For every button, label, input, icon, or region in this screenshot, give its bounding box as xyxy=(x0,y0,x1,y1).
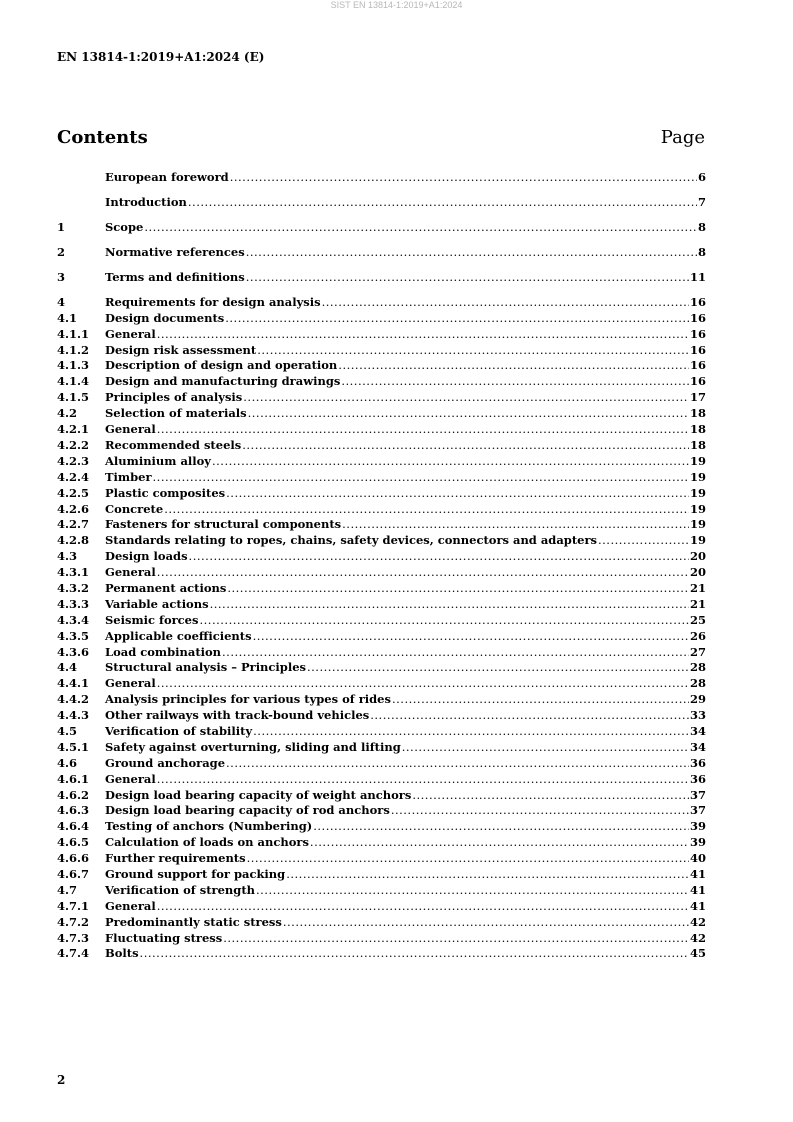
toc-entry-number: 4.7.3 xyxy=(57,930,90,945)
toc-entry-page: 16 xyxy=(689,358,706,373)
toc-entry[interactable] xyxy=(57,772,706,788)
toc-entry-title: Normative references xyxy=(105,244,245,259)
toc-entry-number: 4.2 xyxy=(57,406,78,421)
toc-dot-leader xyxy=(342,517,689,533)
toc-entry-page: 16 xyxy=(689,294,706,309)
toc-entry-number: 4.6 xyxy=(57,755,78,770)
toc-dot-leader xyxy=(226,756,689,772)
toc-dot-leader xyxy=(307,660,689,676)
toc-entry-number: 4.5.1 xyxy=(57,739,90,754)
toc-entry[interactable] xyxy=(57,565,706,581)
contents-title: Contents xyxy=(57,127,148,148)
toc-entry-page: 42 xyxy=(689,930,706,945)
toc-dot-leader xyxy=(242,438,689,454)
toc-dot-leader xyxy=(157,772,689,788)
toc-entry-title: Introduction xyxy=(105,194,187,209)
toc-entry[interactable] xyxy=(57,438,706,454)
toc-entry-title: Bolts xyxy=(105,946,139,961)
toc-entry-page: 37 xyxy=(689,803,706,818)
toc-entry-page: 39 xyxy=(689,835,706,850)
toc-entry[interactable] xyxy=(57,724,706,740)
toc-dot-leader xyxy=(248,406,689,422)
toc-entry-number: 4.6.3 xyxy=(57,803,90,818)
toc-entry[interactable] xyxy=(57,549,706,565)
toc-entry-page: 20 xyxy=(689,549,706,564)
toc-entry-page: 8 xyxy=(697,244,706,259)
toc-dot-leader xyxy=(225,311,689,327)
toc-entry-page: 16 xyxy=(689,310,706,325)
toc-entry-number: 4.2.5 xyxy=(57,485,90,500)
toc-entry-number: 4.2.6 xyxy=(57,501,90,516)
toc-dot-leader xyxy=(157,327,689,343)
toc-entry-title: Verification of strength xyxy=(105,882,255,897)
toc-entry-number: 4.1.1 xyxy=(57,326,90,341)
toc-entry-number: 4.5 xyxy=(57,723,78,738)
toc-entry-page: 42 xyxy=(689,914,706,929)
toc-dot-leader xyxy=(338,358,689,374)
toc-entry[interactable] xyxy=(57,327,706,343)
toc-dot-leader xyxy=(391,803,689,819)
toc-entry-page: 18 xyxy=(689,406,706,421)
toc-entry-page: 41 xyxy=(689,866,706,881)
toc-entry-page: 28 xyxy=(689,660,706,675)
toc-entry[interactable] xyxy=(57,803,706,819)
toc-entry-title: Ground support for packing xyxy=(105,866,286,881)
toc-entry-title: Design and manufacturing drawings xyxy=(105,374,341,389)
toc-entry-page: 26 xyxy=(689,628,706,643)
toc-entry-title: Fluctuating stress xyxy=(105,930,223,945)
toc-dot-leader xyxy=(310,835,689,851)
toc-entry-page: 6 xyxy=(697,170,706,184)
toc-entry-page: 19 xyxy=(689,469,706,484)
toc-entry[interactable] xyxy=(57,358,706,374)
toc-entry-title: Design loads xyxy=(105,549,188,564)
toc-entry[interactable] xyxy=(57,470,706,486)
toc-dot-leader xyxy=(257,343,689,359)
toc-entry-number: 2 xyxy=(57,244,66,259)
toc-dot-leader xyxy=(212,454,689,470)
page-number: 2 xyxy=(57,1073,66,1087)
toc-dot-leader xyxy=(247,851,689,867)
toc-entry-title: Design load bearing capacity of rod anchors xyxy=(105,803,390,818)
toc-entry[interactable] xyxy=(57,931,706,947)
toc-dot-leader xyxy=(140,946,689,962)
toc-entry-page: 41 xyxy=(689,882,706,897)
toc-entry-number: 4.1.2 xyxy=(57,342,90,357)
toc-dot-leader xyxy=(153,470,689,486)
toc-entry-page: 19 xyxy=(689,453,706,468)
toc-dot-leader xyxy=(322,295,689,311)
toc-dot-leader xyxy=(243,390,689,406)
toc-entry-number: 4.6.2 xyxy=(57,787,90,802)
toc-entry-page: 39 xyxy=(689,819,706,834)
toc-entry-number: 4.6.7 xyxy=(57,866,90,881)
toc-entry[interactable] xyxy=(57,406,706,422)
toc-entry[interactable] xyxy=(57,502,706,518)
toc-entry-title: Aluminium alloy xyxy=(105,453,211,468)
toc-entry[interactable] xyxy=(57,220,706,236)
toc-entry-page: 18 xyxy=(689,422,706,437)
toc-entry-title: Load combination xyxy=(105,644,222,659)
toc-entry[interactable] xyxy=(57,835,706,851)
toc-entry-page: 17 xyxy=(689,390,706,405)
toc-entry-page: 41 xyxy=(689,898,706,913)
toc-dot-leader xyxy=(227,581,689,597)
toc-entry-title: Principles of analysis xyxy=(105,390,243,405)
toc-entry-number: 4.3.6 xyxy=(57,644,90,659)
toc-entry-number: 4.1.4 xyxy=(57,374,90,389)
toc-dot-leader xyxy=(341,374,689,390)
toc-entry-number: 4.1.3 xyxy=(57,358,90,373)
toc-entry-number: 4.3 xyxy=(57,549,78,564)
toc-entry-number: 4.2.8 xyxy=(57,533,90,548)
toc-entry-title: Scope xyxy=(105,219,144,234)
toc-entry-number: 4.3.2 xyxy=(57,580,90,595)
toc-entry-title: Other railways with track-bound vehicles xyxy=(105,708,370,723)
toc-dot-leader xyxy=(402,740,689,756)
toc-entry[interactable] xyxy=(57,581,706,597)
toc-entry[interactable] xyxy=(57,245,706,261)
toc-entry[interactable] xyxy=(57,692,706,708)
toc-entry-number: 4.2.3 xyxy=(57,453,90,468)
toc-entry[interactable] xyxy=(57,613,706,629)
toc-entry[interactable] xyxy=(57,343,706,359)
toc-dot-leader xyxy=(246,270,689,286)
toc-dot-leader xyxy=(370,708,689,724)
toc-entry-page: 28 xyxy=(689,676,706,691)
watermark: SIST EN 13814-1:2019+A1:2024 xyxy=(330,0,463,10)
toc-entry-page: 19 xyxy=(689,485,706,500)
toc-entry[interactable] xyxy=(57,486,706,502)
toc-entry-number: 4.4.1 xyxy=(57,676,90,691)
toc-entry-title: Permanent actions xyxy=(105,580,227,595)
toc-entry[interactable] xyxy=(57,645,706,661)
toc-entry[interactable] xyxy=(57,270,706,286)
toc-entry-title: Design risk assessment xyxy=(105,342,257,357)
toc-entry-page: 36 xyxy=(689,771,706,786)
toc-entry-title: General xyxy=(105,898,156,913)
toc-entry[interactable] xyxy=(57,660,706,676)
toc-dot-leader xyxy=(223,931,689,947)
toc-entry-page: 19 xyxy=(689,517,706,532)
toc-dot-leader xyxy=(230,170,697,186)
toc-dot-leader xyxy=(210,597,689,613)
toc-dot-leader xyxy=(392,692,689,708)
toc-entry-page: 21 xyxy=(689,580,706,595)
toc-entry-number: 1 xyxy=(57,219,66,234)
toc-entry-number: 4 xyxy=(57,294,66,309)
toc-entry[interactable] xyxy=(57,676,706,692)
toc-entry-title: Seismic forces xyxy=(105,612,199,627)
toc-dot-leader xyxy=(164,502,689,518)
toc-entry-page: 19 xyxy=(689,501,706,516)
toc-entry-title: General xyxy=(105,326,156,341)
toc-entry-number: 4.6.6 xyxy=(57,851,90,866)
toc-entry-title: Further requirements xyxy=(105,851,246,866)
toc-entry-page: 21 xyxy=(689,596,706,611)
toc-entry-title: General xyxy=(105,565,156,580)
toc-entry-title: Design load bearing capacity of weight anchors xyxy=(105,787,412,802)
toc-entry-page: 27 xyxy=(689,644,706,659)
toc-entry[interactable] xyxy=(57,851,706,867)
toc-dot-leader xyxy=(253,724,689,740)
page-column-label: Page xyxy=(660,127,705,148)
toc-entry-page: 16 xyxy=(689,342,706,357)
toc-entry-title: Structural analysis – Principles xyxy=(105,660,306,675)
toc-entry-page: 7 xyxy=(697,194,706,209)
toc-entry-page: 37 xyxy=(689,787,706,802)
toc-entry[interactable] xyxy=(57,390,706,406)
toc-entry-page: 16 xyxy=(689,326,706,341)
toc-entry-number: 4.7.2 xyxy=(57,914,90,929)
toc-entry[interactable] xyxy=(57,740,706,756)
toc-dot-leader xyxy=(283,915,689,931)
toc-entry[interactable] xyxy=(57,517,706,533)
toc-entry-number: 4.7.4 xyxy=(57,946,90,961)
toc-entry[interactable] xyxy=(57,756,706,772)
toc-entry-number: 4.6.4 xyxy=(57,819,90,834)
toc-dot-leader xyxy=(222,645,689,661)
toc-dot-leader xyxy=(256,883,689,899)
toc-entry-title: General xyxy=(105,676,156,691)
toc-entry[interactable] xyxy=(57,454,706,470)
toc-entry-title: Fasteners for structural components xyxy=(105,517,342,532)
toc-entry-number: 4.3.3 xyxy=(57,596,90,611)
toc-entry-page: 19 xyxy=(689,533,706,548)
toc-entry-title: Plastic composites xyxy=(105,485,226,500)
toc-entry-title: Calculation of loads on anchors xyxy=(105,835,309,850)
toc-dot-leader xyxy=(253,629,689,645)
toc-entry-page: 18 xyxy=(689,437,706,452)
toc-entry-title: Timber xyxy=(105,469,152,484)
toc-entry[interactable] xyxy=(57,867,706,883)
toc-entry-page: 45 xyxy=(689,946,706,961)
toc-entry-title: Ground anchorage xyxy=(105,755,226,770)
toc-entry[interactable] xyxy=(57,915,706,931)
toc-entry-number: 4.2.7 xyxy=(57,517,90,532)
toc-entry[interactable] xyxy=(57,374,706,390)
toc-entry[interactable] xyxy=(57,597,706,613)
toc-dot-leader xyxy=(189,549,689,565)
toc-entry-number: 4.1 xyxy=(57,310,78,325)
toc-entry[interactable] xyxy=(57,629,706,645)
toc-dot-leader xyxy=(286,867,689,883)
toc-entry-number: 4.6.5 xyxy=(57,835,90,850)
toc-entry-title: Concrete xyxy=(105,501,164,516)
toc-entry-page: 29 xyxy=(689,692,706,707)
toc-dot-leader xyxy=(157,676,689,692)
toc-entry-title: Description of design and operation xyxy=(105,358,338,373)
toc-entry[interactable] xyxy=(57,295,706,311)
toc-entry[interactable] xyxy=(57,195,706,211)
toc-dot-leader xyxy=(598,533,689,549)
toc-dot-leader xyxy=(157,899,689,915)
toc-entry-title: Applicable coefficients xyxy=(105,628,252,643)
toc-entry-page: 34 xyxy=(689,723,706,738)
document-id: EN 13814-1:2019+A1:2024 (E) xyxy=(57,50,265,64)
toc-entry[interactable] xyxy=(57,422,706,438)
toc-entry-title: Recommended steels xyxy=(105,437,242,452)
toc-dot-leader xyxy=(313,819,689,835)
toc-dot-leader xyxy=(226,486,689,502)
toc-entry-number: 4.3.4 xyxy=(57,612,90,627)
toc-entry-title: Analysis principles for various types of rides xyxy=(105,692,391,707)
toc-entry-title: Selection of materials xyxy=(105,406,247,421)
toc-entry[interactable] xyxy=(57,708,706,724)
toc-entry-title: Design documents xyxy=(105,310,225,325)
toc-entry-page: 20 xyxy=(689,565,706,580)
toc-entry-title: European foreword xyxy=(105,170,229,184)
toc-entry-page: 36 xyxy=(689,755,706,770)
toc-entry[interactable] xyxy=(57,819,706,835)
toc-entry[interactable] xyxy=(57,788,706,804)
toc-entry-number: 4.4.3 xyxy=(57,708,90,723)
toc-entry-page: 11 xyxy=(689,269,706,284)
toc-entry-page: 34 xyxy=(689,739,706,754)
toc-entry-number: 4.4 xyxy=(57,660,78,675)
toc-entry[interactable] xyxy=(57,170,706,186)
toc-entry-page: 33 xyxy=(689,708,706,723)
toc-entry-title: Testing of anchors (Numbering) xyxy=(105,819,313,834)
toc-entry-page: 25 xyxy=(689,612,706,627)
toc-entry-title: Variable actions xyxy=(105,596,209,611)
toc-entry[interactable] xyxy=(57,311,706,327)
toc-dot-leader xyxy=(412,788,689,804)
toc-entry[interactable] xyxy=(57,946,706,962)
toc-entry-title: Predominantly static stress xyxy=(105,914,282,929)
toc-entry-number: 4.2.1 xyxy=(57,422,90,437)
toc-dot-leader xyxy=(246,245,697,261)
toc-dot-leader xyxy=(157,565,689,581)
toc-entry[interactable] xyxy=(57,533,706,549)
toc-entry[interactable] xyxy=(57,899,706,915)
toc-entry-number: 4.3.5 xyxy=(57,628,90,643)
toc-entry-number: 4.3.1 xyxy=(57,565,90,580)
toc-entry-title: General xyxy=(105,771,156,786)
toc-dot-leader xyxy=(199,613,689,629)
toc-entry-number: 4.2.4 xyxy=(57,469,90,484)
toc-entry-page: 16 xyxy=(689,374,706,389)
toc-entry-number: 4.2.2 xyxy=(57,437,90,452)
toc-entry-number: 4.4.2 xyxy=(57,692,90,707)
toc-dot-leader xyxy=(157,422,689,438)
toc-entry-title: Safety against overturning, sliding and lifting xyxy=(105,739,401,754)
toc-entry-title: Standards relating to ropes, chains, safety devices, connectors and adapters xyxy=(105,533,597,548)
toc-dot-leader xyxy=(144,220,697,236)
toc-dot-leader xyxy=(188,195,697,211)
toc-entry[interactable] xyxy=(57,883,706,899)
toc-entry-title: General xyxy=(105,422,156,437)
table-of-contents xyxy=(57,170,706,962)
toc-entry-title: Requirements for design analysis xyxy=(105,294,321,309)
toc-entry-title: Verification of stability xyxy=(105,723,253,738)
toc-entry-page: 8 xyxy=(697,219,706,234)
toc-entry-number: 4.7.1 xyxy=(57,898,90,913)
toc-entry-number: 3 xyxy=(57,269,66,284)
toc-entry-number: 4.1.5 xyxy=(57,390,90,405)
toc-entry-page: 40 xyxy=(689,851,706,866)
toc-entry-title: Terms and definitions xyxy=(105,269,245,284)
toc-entry-number: 4.7 xyxy=(57,882,78,897)
toc-entry-number: 4.6.1 xyxy=(57,771,90,786)
